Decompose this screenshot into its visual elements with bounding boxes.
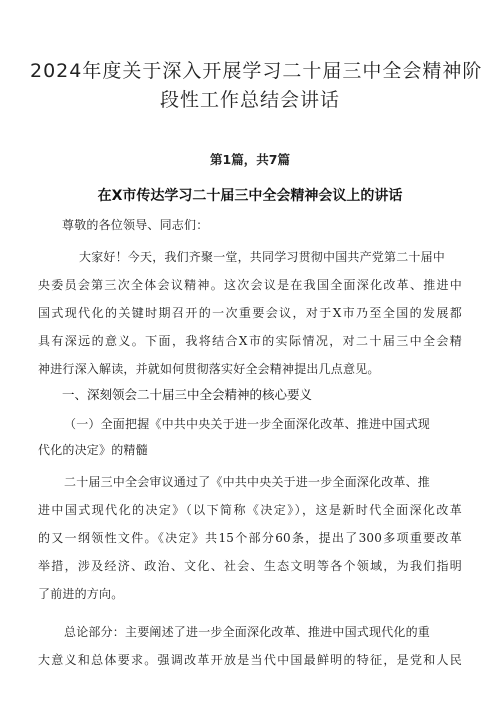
paragraph-line: 进中国式现代化的决定》（以下简称《决定》），这是新时代全面深化改革 <box>38 503 462 517</box>
paragraph-line: 的又一纲领性文件。《决定》共15个部分60条，提出了300多项重要改革 <box>38 531 462 545</box>
paragraph-line: 了前进的方向。 <box>38 587 124 601</box>
paragraph-line: 大家好！今天，我们齐聚一堂，共同学习贯彻中国共产党第二十届中 <box>79 250 446 264</box>
paragraph-line: 具有深远的意义。下面，我将结合X市的实际情况，对二十届三中全会精 <box>38 334 462 348</box>
paragraph-line: 大意义和总体要求。强调改革开放是当代中国最鲜明的特征，是党和人民 <box>38 653 462 667</box>
subsection-heading-line: 代化的决定》的精髓 <box>38 443 148 457</box>
section-heading: 一、深刻领会二十届三中全会精神的核心要义 <box>62 387 313 402</box>
paragraph-line: 神进行深入解读，并就如何贯彻落实好全会精神提出几点意见。 <box>38 362 380 376</box>
paragraph-line: 二十届三中全会审议通过了《中共中央关于进一步全面深化改革、推 <box>64 475 431 489</box>
title-line-1: 2024年度关于深入开展学习二十届三中全会精神阶 <box>30 60 483 82</box>
subsection-heading-line: （一）全面把握《中共中央关于进一步全面深化改革、推进中国式现 <box>64 417 431 431</box>
paragraph-line: 国式现代化的关键时期召开的一次重要会议，对于X市乃至全国的发展都 <box>38 306 462 320</box>
paragraph-line: 总论部分：主要阐述了进一步全面深化改革、推进中国式现代化的重 <box>64 625 431 639</box>
document-title <box>30 57 483 115</box>
speech-title: 在X市传达学习二十届三中全会精神会议上的讲话 <box>97 188 403 204</box>
salutation: 尊敬的各位领导、同志们： <box>62 218 209 232</box>
paragraph-line: 举措，涉及经济、政治、文化、社会、生态文明等各个领域，为我们指明 <box>38 559 462 573</box>
paragraph-line: 央委员会第三次全体会议精神。这次会议是在我国全面深化改革、推进中 <box>38 278 462 292</box>
title-line-2: 段性工作总结会讲话 <box>159 89 340 111</box>
part-label: 第1篇，共7篇 <box>210 152 290 167</box>
